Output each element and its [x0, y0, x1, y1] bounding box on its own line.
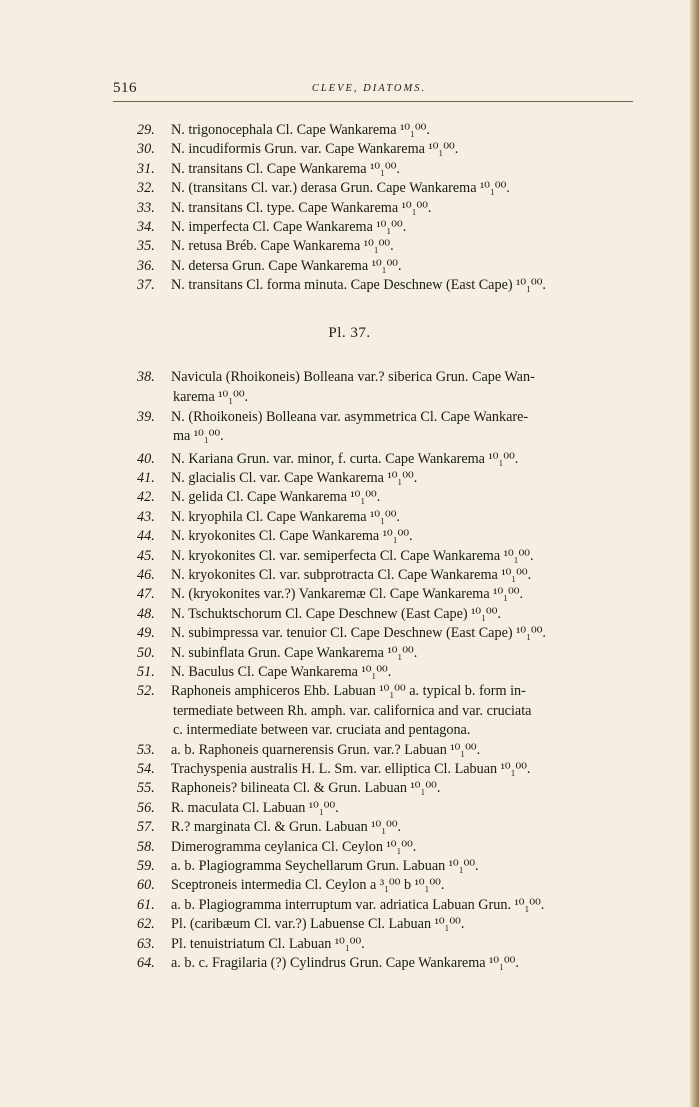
entry-line: N. detersa Grun. Cape Wankarema ¹⁰₁⁰⁰.	[171, 257, 402, 274]
entry-number: 58.	[137, 838, 155, 855]
entry-text	[171, 915, 646, 935]
entry-number: 59.	[137, 858, 155, 874]
entry-number: 30.	[137, 141, 155, 158]
entry-number: 31.	[137, 160, 155, 177]
entry-text	[171, 408, 646, 447]
entry-number: 47.	[137, 586, 155, 603]
entry-number: 41.	[137, 470, 155, 486]
entry-text	[171, 488, 646, 508]
entry-text	[171, 741, 646, 761]
entry-text	[171, 585, 646, 605]
entry-text	[171, 237, 646, 257]
entry-text	[171, 508, 646, 528]
page-edge	[690, 0, 699, 1107]
entry-line: N. kryokonites Cl. var. subprotracta Cl. Cape Wankarema ¹⁰₁⁰⁰.	[171, 567, 532, 583]
entry-line: N. kryokonites Cl. var. semiperfecta Cl. Cape Wankarema ¹⁰₁⁰⁰.	[171, 547, 534, 564]
entry-number: 44.	[137, 528, 155, 545]
entry-text	[171, 799, 646, 819]
entry-number: 53.	[137, 741, 155, 758]
entry-text	[171, 876, 646, 896]
entry-text	[171, 450, 646, 470]
entry-number: 39.	[137, 408, 155, 425]
entry-line: Trachyspenia australis H. L. Sm. var. elliptica Cl. Labuan ¹⁰₁⁰⁰.	[171, 761, 531, 777]
entry-line: N. kryophila Cl. Cape Wankarema ¹⁰₁⁰⁰.	[171, 508, 400, 525]
entry-number: 52.	[137, 683, 155, 700]
entry-line: Raphoneis amphiceros Ehb. Labuan ¹⁰₁⁰⁰ a. typical b. form in-	[171, 683, 526, 700]
entry-continuation: termediate between Rh. amph. var. californica and var. cruciata	[173, 702, 532, 719]
page-header	[113, 80, 625, 100]
entry-line: N. (Rhoikoneis) Bolleana var. asymmetrica Cl. Cape Wankare-	[171, 408, 529, 425]
entry-number: 33.	[137, 199, 155, 216]
entry-number: 36.	[137, 257, 155, 274]
entry-line: N. subinflata Grun. Cape Wankarema ¹⁰₁⁰⁰.	[171, 644, 418, 661]
entry-number: 62.	[137, 916, 155, 933]
entry-number: 51.	[137, 664, 155, 680]
entry-text	[171, 857, 646, 877]
entry-text	[171, 160, 646, 180]
entry-line: N. transitans Cl. Cape Wankarema ¹⁰₁⁰⁰.	[171, 160, 400, 177]
entry-number: 38.	[137, 369, 155, 385]
entry-number: 43.	[137, 508, 155, 525]
entry-line: Pl. tenuistriatum Cl. Labuan ¹⁰₁⁰⁰.	[171, 935, 365, 952]
entry-line: N. gelida Cl. Cape Wankarema ¹⁰₁⁰⁰.	[171, 489, 381, 506]
entry-line: N. subimpressa var. tenuior Cl. Cape Deschnew (East Cape) ¹⁰₁⁰⁰.	[171, 625, 546, 642]
entry-number: 46.	[137, 567, 155, 583]
entry-number: 57.	[137, 819, 155, 836]
entry-line: Navicula (Rhoikoneis) Bolleana var.? siberica Grun. Cape Wan-	[171, 369, 535, 385]
entry-number: 55.	[137, 780, 155, 797]
entry-text	[171, 644, 646, 664]
page-number: 516	[113, 80, 137, 96]
entry-text	[171, 121, 646, 141]
entry-number: 56.	[137, 799, 155, 816]
entry-number: 32.	[137, 180, 155, 197]
entry-text	[171, 547, 646, 567]
entry-line: N. Kariana Grun. var. minor, f. curta. Cape Wankarema ¹⁰₁⁰⁰.	[171, 450, 519, 467]
entry-text	[171, 896, 646, 916]
entry-text	[171, 566, 646, 586]
entry-line: N. Tschuktschorum Cl. Cape Deschnew (East Cape) ¹⁰₁⁰⁰.	[171, 605, 501, 622]
entry-line: N. Baculus Cl. Cape Wankarema ¹⁰₁⁰⁰.	[171, 664, 392, 680]
entry-text	[171, 818, 646, 838]
entry-number: 63.	[137, 935, 155, 952]
entry-line: N. (kryokonites var.?) Vankaremæ Cl. Cape Wankarema ¹⁰₁⁰⁰.	[171, 586, 523, 603]
entry-text	[171, 682, 646, 741]
entry-line: N. incudiformis Grun. var. Cape Wankarema ¹⁰₁⁰⁰.	[171, 141, 459, 158]
entry-number: 48.	[137, 605, 155, 622]
entry-number: 34.	[137, 219, 155, 235]
entry-line: N. imperfecta Cl. Cape Wankarema ¹⁰₁⁰⁰.	[171, 219, 407, 235]
entry-number: 54.	[137, 761, 155, 777]
entry-number: 61.	[137, 896, 155, 913]
entry-line: R. maculata Cl. Labuan ¹⁰₁⁰⁰.	[171, 799, 339, 816]
entry-number: 37.	[137, 277, 155, 294]
entry-line: a. b. Raphoneis quarnerensis Grun. var.? Labuan ¹⁰₁⁰⁰.	[171, 741, 481, 758]
entry-number: 50.	[137, 644, 155, 661]
entry-line: N. retusa Bréb. Cape Wankarema ¹⁰₁⁰⁰.	[171, 238, 394, 255]
entry-text	[171, 935, 646, 955]
entry-text	[171, 954, 646, 974]
entry-text	[171, 368, 646, 407]
entry-text	[171, 276, 646, 296]
entry-text	[171, 257, 646, 277]
entry-text	[171, 527, 646, 547]
entry-text	[171, 199, 646, 219]
entry-text	[171, 779, 646, 799]
entry-number: 29.	[137, 122, 155, 138]
entry-line: Dimerogramma ceylanica Cl. Ceylon ¹⁰₁⁰⁰.	[171, 838, 417, 855]
entry-text	[171, 218, 646, 238]
entry-number: 40.	[137, 450, 155, 467]
plate-heading: Pl. 37.	[328, 325, 371, 341]
entry-number: 49.	[137, 625, 155, 642]
entry-text	[171, 179, 646, 199]
entry-line: N. kryokonites Cl. Cape Wankarema ¹⁰₁⁰⁰.	[171, 528, 413, 545]
entry-text	[171, 624, 646, 644]
entry-text	[171, 760, 646, 780]
entry-line: N. trigonocephala Cl. Cape Wankarema ¹⁰₁⁰⁰.	[171, 122, 430, 138]
entry-number: 64.	[137, 955, 155, 971]
entry-line: a. b. c. Fragilaria (?) Cylindrus Grun. Cape Wankarema ¹⁰₁⁰⁰.	[171, 955, 519, 971]
entry-line: N. transitans Cl. type. Cape Wankarema ¹⁰₁⁰⁰.	[171, 199, 432, 216]
entry-line: N. transitans Cl. forma minuta. Cape Deschnew (East Cape) ¹⁰₁⁰⁰.	[171, 277, 546, 294]
entry-line: Pl. (caribæum Cl. var.?) Labuense Cl. Labuan ¹⁰₁⁰⁰.	[171, 916, 465, 933]
entry-line: a. b. Plagiogramma Seychellarum Grun. Labuan ¹⁰₁⁰⁰.	[171, 858, 479, 874]
entry-number: 35.	[137, 238, 155, 255]
entry-line: R.? marginata Cl. & Grun. Labuan ¹⁰₁⁰⁰.	[171, 819, 402, 836]
entry-text	[171, 663, 646, 683]
entry-text	[171, 838, 646, 858]
entry-continuation: c. intermediate between var. cruciata and pentagona.	[173, 722, 471, 739]
entry-continuation: karema ¹⁰₁⁰⁰.	[173, 388, 249, 405]
header-rule	[113, 101, 633, 102]
entry-line: Sceptroneis intermedia Cl. Ceylon a ³₁⁰⁰ b ¹⁰₁⁰⁰.	[171, 877, 445, 894]
entry-text	[171, 140, 646, 160]
entry-continuation: ma ¹⁰₁⁰⁰.	[173, 428, 224, 445]
entry-number: 45.	[137, 547, 155, 564]
entry-line: N. (transitans Cl. var.) derasa Grun. Cape Wankarema ¹⁰₁⁰⁰.	[171, 180, 510, 197]
entry-text	[171, 469, 646, 489]
entry-line: N. glacialis Cl. var. Cape Wankarema ¹⁰₁⁰⁰.	[171, 470, 418, 486]
entry-line: a. b. Plagiogramma interruptum var. adriatica Labuan Grun. ¹⁰₁⁰⁰.	[171, 896, 545, 913]
entry-text	[171, 605, 646, 625]
entry-line: Raphoneis? bilineata Cl. & Grun. Labuan ¹⁰₁⁰⁰.	[171, 780, 441, 797]
running-head: CLEVE, DIATOMS.	[311, 83, 427, 94]
entry-number: 42.	[137, 489, 155, 506]
entry-number: 60.	[137, 877, 155, 894]
